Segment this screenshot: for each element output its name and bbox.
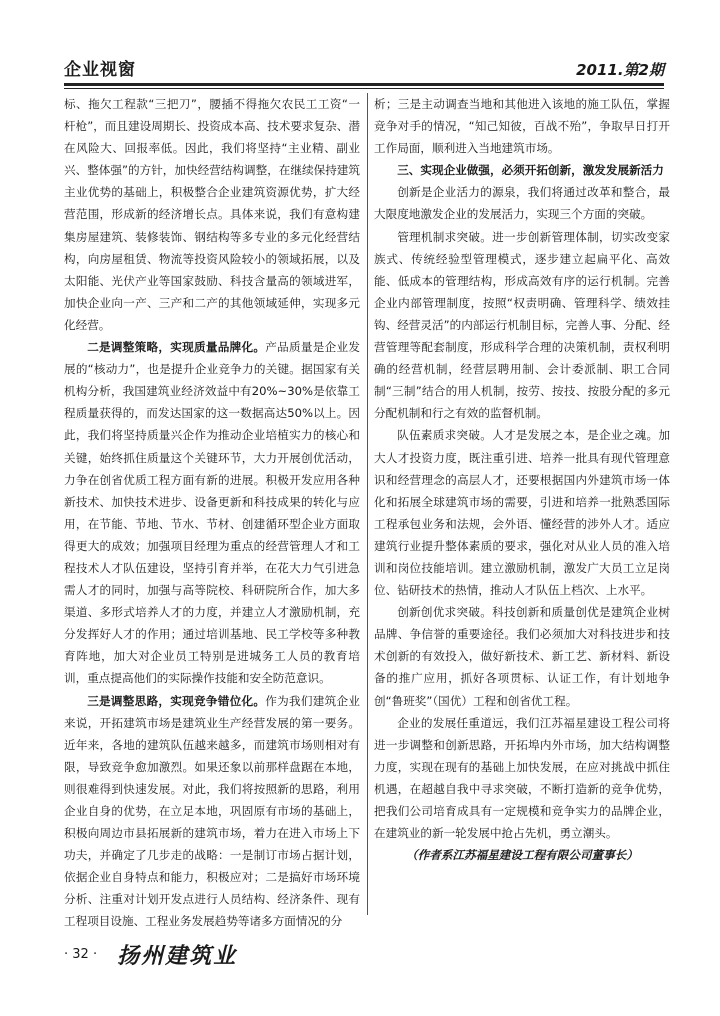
subheading: 二是调整策略，实现质量品牌化。 [87,340,266,355]
paragraph-body: 产品质量是企业发展的“核动力”，也是提升企业竞争力的关键。据国家有关机构分析，我国建筑业经济效益中有20%~30%是依靠工程质量获得的，而发达国家的这一数据高达50%以上。因此，我们将坚持质量兴企作为推动企业培植实力的核心和关键，始终抓住质量这个关键环节，大力开展创优活动，力争在创省优质工程方面有新的进展。积极开发应用各种新技术、加快技术进步、设备更新和科技成果的转化与应用，在节能、节地、节水、节材、创建循环型企业方面取得更大的成效；加强项目经理为重点的经营管理人才和工程技术人才队伍建设，坚持引育并举，在花大力气引进急需人才的同时，加强与高等院校、科研院所合作，加大多渠道、多形式培养人才的力度，并建立人才激励机制，充分发挥好人才的作用；通过培训基地、民工学校等多种教育阵地，加大对企业员工特别是进城务工人员的教育培训，重点提高他们的实际操作技能和安全防范意识。 [64,340,360,686]
paragraph-body: 作为我们建筑企业来说，开拓建筑市场是建筑业生产经营发展的第一要务。近年来，各地的建筑队伍越来越多，而建筑市场则相对有限，导致竞争愈加激烈。如果还象以前那样盘踞在本地，则很难得到快速发展。对此，我们将按照新的思路，利用企业自身的优势，在立足本地，巩固原有市场的基础上，积极向周边市县拓展新的建筑市场，着力在进入市场上下功夫，并确定了几步走的战略：一是制订市场占据计划，依据企业自身特点和能力，积极应对；二是搞好市场环境分析、注重对计划开发点进行人员结构、经济条件、现有工程项目设施、工程业务发展趋势等诸多方面情况的分 [64,693,360,929]
paragraph [64,690,360,933]
header-rule-thick [64,83,664,86]
paragraph: 企业的发展任重道远，我们江苏福星建设工程公司将进一步调整和创新思路，开拓埠内外市场，加大结构调整力度，实现在现有的基础上加快发展，在应对挑战中抓住机遇，在超越自我中寻求突破，不断打造新的竞争优势，把我们公司培育成具有一定规模和竞争实力的品牌企业，在建筑业的新一轮发展中抢占先机，勇立潮头。 [374,715,670,841]
section-title: 企业视窗 [64,60,136,80]
paragraph: 创新是企业活力的源泉，我们将通过改革和整合，最大限度地激发企业的发展活力，实现三个方面的突破。 [374,185,670,222]
magazine-logo: 扬州建筑业 [117,942,238,969]
paragraph [64,336,360,690]
paragraph: 析；三是主动调查当地和其他进入该地的施工队伍，掌握竞争对手的情况，“知己知彼，百战不殆”，争取早日打开工作局面，顺利进入当地建筑市场。 [374,97,670,156]
author-byline: （作者系江苏福星建设工程有限公司董事长） [406,848,638,863]
right-column [374,93,670,866]
paragraph: 管理机制求突破。进一步创新管理体制，切实改变家族式、传统经验型管理模式，逐步建立起扁平化、高效能、低成本的管理结构，形成高效有序的运行机制。完善企业内部管理制度，按照“权责明确、管理科学、绩效挂钩、经营灵活”的内部运行机制目标，完善人事、分配、经营管理等配套制度，形成科学合理的决策机制，责权利明确的经营机制，经营层聘用制、会计委派制、职工合同制“三制”结合的用人机制，按劳、按技、按股分配的多元分配机制和行之有效的监督机制。 [374,229,670,421]
paragraph: 创新创优求突破。科技创新和质量创优是建筑企业树品牌、争信誉的重要途径。我们必须加大对科技进步和技术创新的有效投入，做好新技术、新工艺、新材料、新设备的推广应用，抓好各项贯标、认证工作，有计划地争创“鲁班奖”（国优）工程和创省优工程。 [374,605,670,708]
running-header [64,58,664,80]
section-heading: 三、实现企业做强，必须开拓创新，激发发展新活力 [397,163,664,178]
left-column [64,93,360,933]
paragraph: 队伍素质求突破。人才是发展之本，是企业之魂。加大人才投资力度，既注重引进、培养一批具有现代管理意识和经营理念的高层人才，还要根据国内外建筑市场一体化和拓展全球建筑市场的需要，引进和培养一批熟悉国际工程承包业务和法规，会外语、懂经营的涉外人才。适应建筑行业提升整体素质的要求，强化对从业人员的准入培训和岗位技能培训。建立激励机制，激发广大员工立足岗位、钻研技术的热情，推动人才队伍上档次、上水平。 [374,428,670,598]
paragraph: 标、拖欠工程款“三把刀”，腰插不得拖欠农民工工资“一杆枪”，而且建设周期长、投资成本高、技术要求复杂、潜在风险大、回报率低。因此，我们将坚持“主业精、副业兴、整体强”的方针，加快经营结构调整，在继续保持建筑主业优势的基础上，积极整合企业建筑资源优势，扩大经营范围，形成新的经济增长点。具体来说，我们有意构建集房屋建筑、装修装饰、钢结构等多专业的多元化经营结构，向房屋租赁、物流等投资风险较小的领域拓展，以及太阳能、光伏产业等国家鼓励、科技含量高的领域进军，加快企业向一产、三产和二产的其他领域延伸，实现多元化经营。 [64,97,360,332]
page-footer [64,936,664,972]
issue-label: 2011.第2期 [576,61,664,79]
header-rule-thin [64,88,664,89]
subheading: 三是调整思路，实现竞争错位化。 [87,693,266,708]
page-number: · 32 · [64,946,98,962]
column-divider [367,93,368,915]
